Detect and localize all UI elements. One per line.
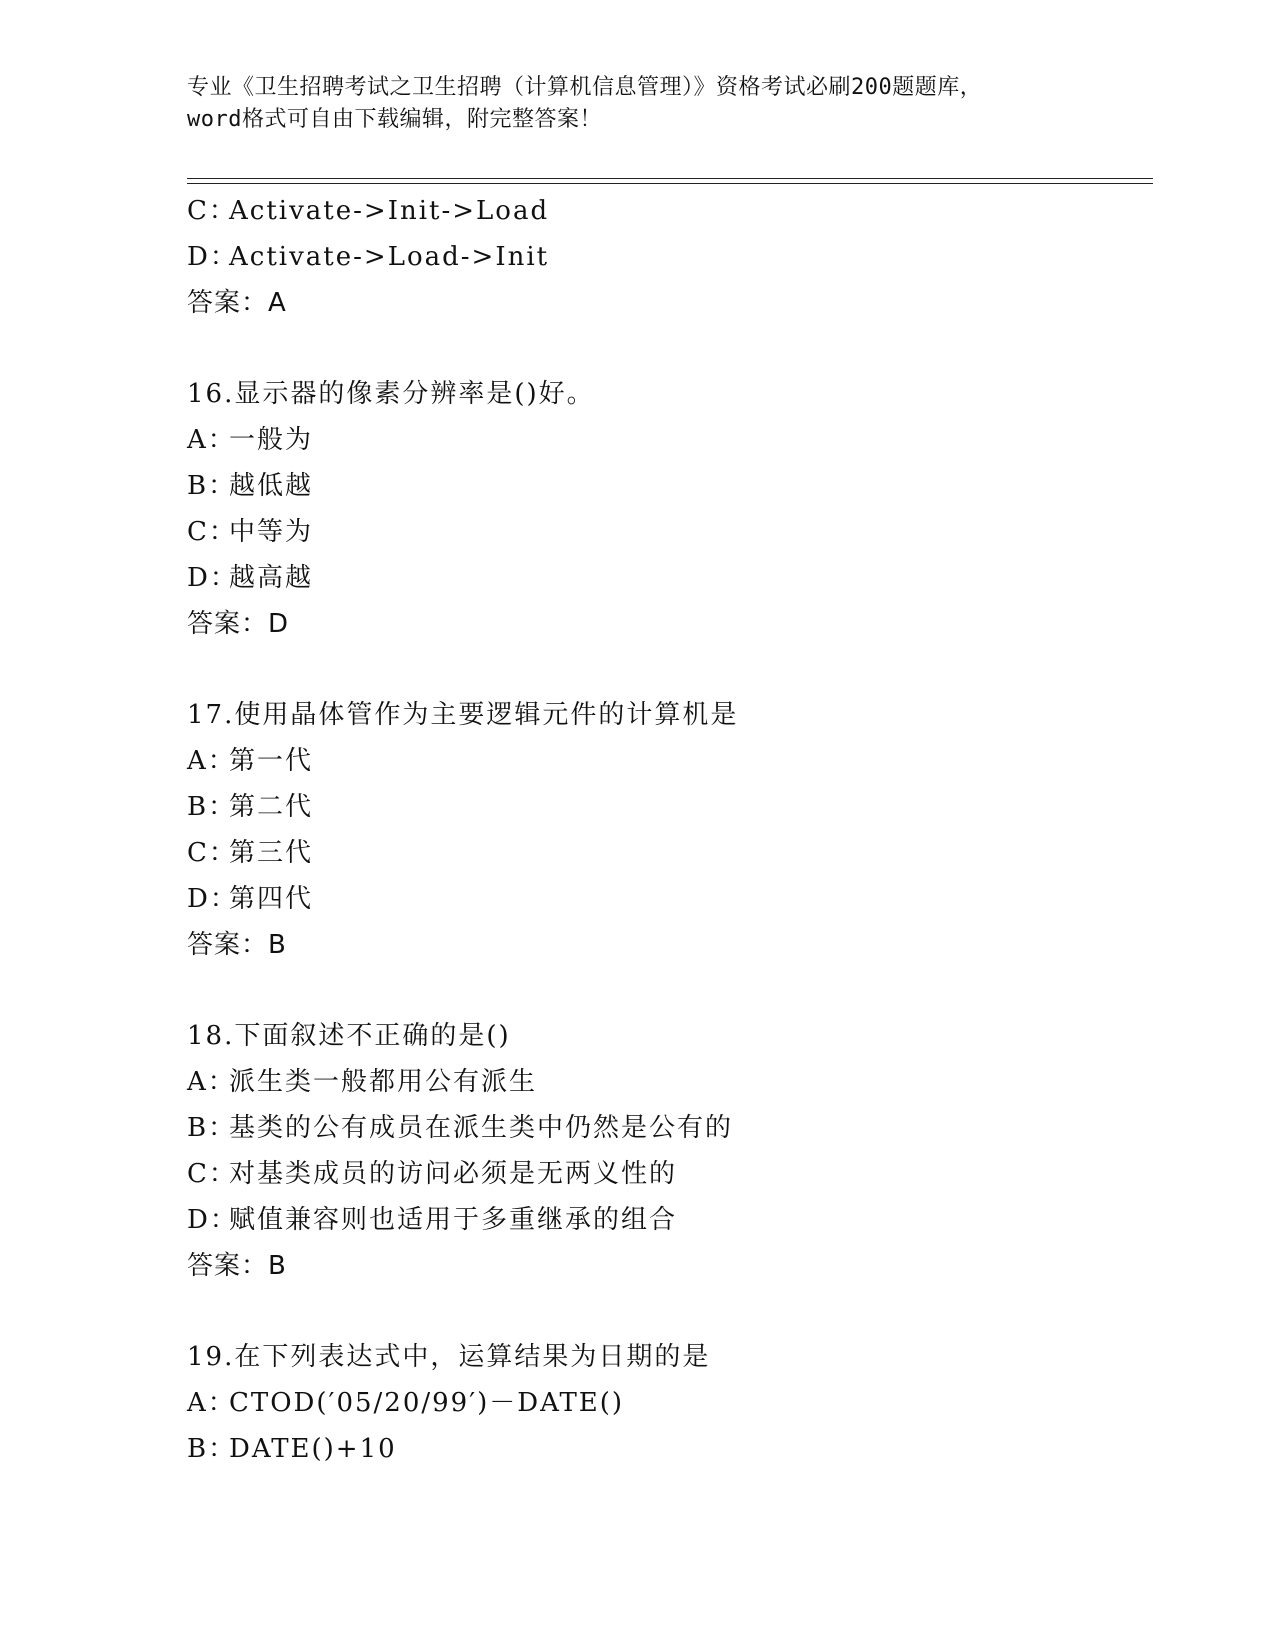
question-stem: 18.下面叙述不正确的是(): [187, 1021, 511, 1051]
option-text: 对基类成员的访问必须是无两义性的: [229, 1159, 678, 1189]
option-a: [187, 738, 1153, 784]
document-header: [187, 72, 1087, 136]
option-b: [187, 784, 1153, 830]
question-content: [187, 188, 1153, 1472]
option-text: 派生类一般都用公有派生: [229, 1067, 538, 1097]
option-c: [187, 509, 1153, 555]
option-d: [187, 876, 1153, 922]
answer-line: 答案：D: [187, 609, 290, 639]
option-key: B：: [187, 471, 237, 501]
option-b: [187, 1105, 1153, 1151]
question-17: [187, 692, 1153, 968]
option-a: [187, 1059, 1153, 1105]
spacer: [187, 1289, 1153, 1334]
option-key: C：: [187, 517, 237, 547]
header-rule-top: [187, 178, 1153, 179]
option-text: 第一代: [229, 746, 314, 776]
option-key: B：: [187, 1113, 237, 1143]
question-18: [187, 1013, 1153, 1289]
option-key: A：: [187, 1388, 236, 1418]
question-stem: 16.显示器的像素分辨率是()好。: [187, 379, 595, 409]
option-b: [187, 463, 1153, 509]
previous-question-tail: [187, 188, 1153, 326]
option-c: [187, 830, 1153, 876]
option-b: [187, 1426, 1153, 1472]
option-text: CTOD(′05/20/99′)－DATE(): [229, 1388, 625, 1418]
option-key: A：: [187, 425, 236, 455]
spacer: [187, 968, 1153, 1013]
option-key: A：: [187, 746, 236, 776]
option-d: [187, 555, 1153, 601]
spacer: [187, 326, 1153, 371]
question-stem: 17.使用晶体管作为主要逻辑元件的计算机是: [187, 700, 739, 730]
option-key: B：: [187, 1434, 237, 1464]
option-key: D：: [187, 563, 238, 593]
option-key: D：: [187, 884, 238, 914]
option-key: D：: [187, 242, 238, 272]
option-d: [187, 234, 1153, 280]
question-stem: 19.在下列表达式中，运算结果为日期的是: [187, 1342, 711, 1372]
option-d: [187, 1197, 1153, 1243]
option-key: A：: [187, 1067, 236, 1097]
option-key: D：: [187, 1205, 238, 1235]
option-key: B：: [187, 792, 237, 822]
option-key: C：: [187, 196, 237, 226]
question-16: [187, 371, 1153, 647]
option-text: 第二代: [229, 792, 314, 822]
question-19: [187, 1334, 1153, 1472]
header-line-2: word格式可自由下载编辑，附完整答案！: [187, 107, 602, 132]
option-text: 一般为: [229, 425, 314, 455]
option-text: 第四代: [229, 884, 314, 914]
option-text: DATE()+10: [229, 1434, 397, 1464]
option-key: C：: [187, 1159, 237, 1189]
spacer: [187, 647, 1153, 692]
header-line-1: 专业《卫生招聘考试之卫生招聘（计算机信息管理）》资格考试必刷200题题库，: [187, 75, 983, 100]
answer-line: 答案：B: [187, 930, 287, 960]
option-a: [187, 1380, 1153, 1426]
option-key: C：: [187, 838, 237, 868]
option-text: 越高越: [229, 563, 314, 593]
option-a: [187, 417, 1153, 463]
option-c: [187, 188, 1153, 234]
option-text: 基类的公有成员在派生类中仍然是公有的: [229, 1113, 734, 1143]
option-text: Activate->Load->Init: [229, 242, 550, 272]
option-text: Activate->Init->Load: [229, 196, 550, 226]
header-rule-bottom: [187, 183, 1153, 184]
option-text: 第三代: [229, 838, 314, 868]
option-text: 越低越: [229, 471, 314, 501]
option-text: 中等为: [229, 517, 314, 547]
option-text: 赋值兼容则也适用于多重继承的组合: [229, 1205, 678, 1235]
answer-line: 答案：B: [187, 1251, 287, 1281]
answer-line: 答案：A: [187, 288, 287, 318]
option-c: [187, 1151, 1153, 1197]
